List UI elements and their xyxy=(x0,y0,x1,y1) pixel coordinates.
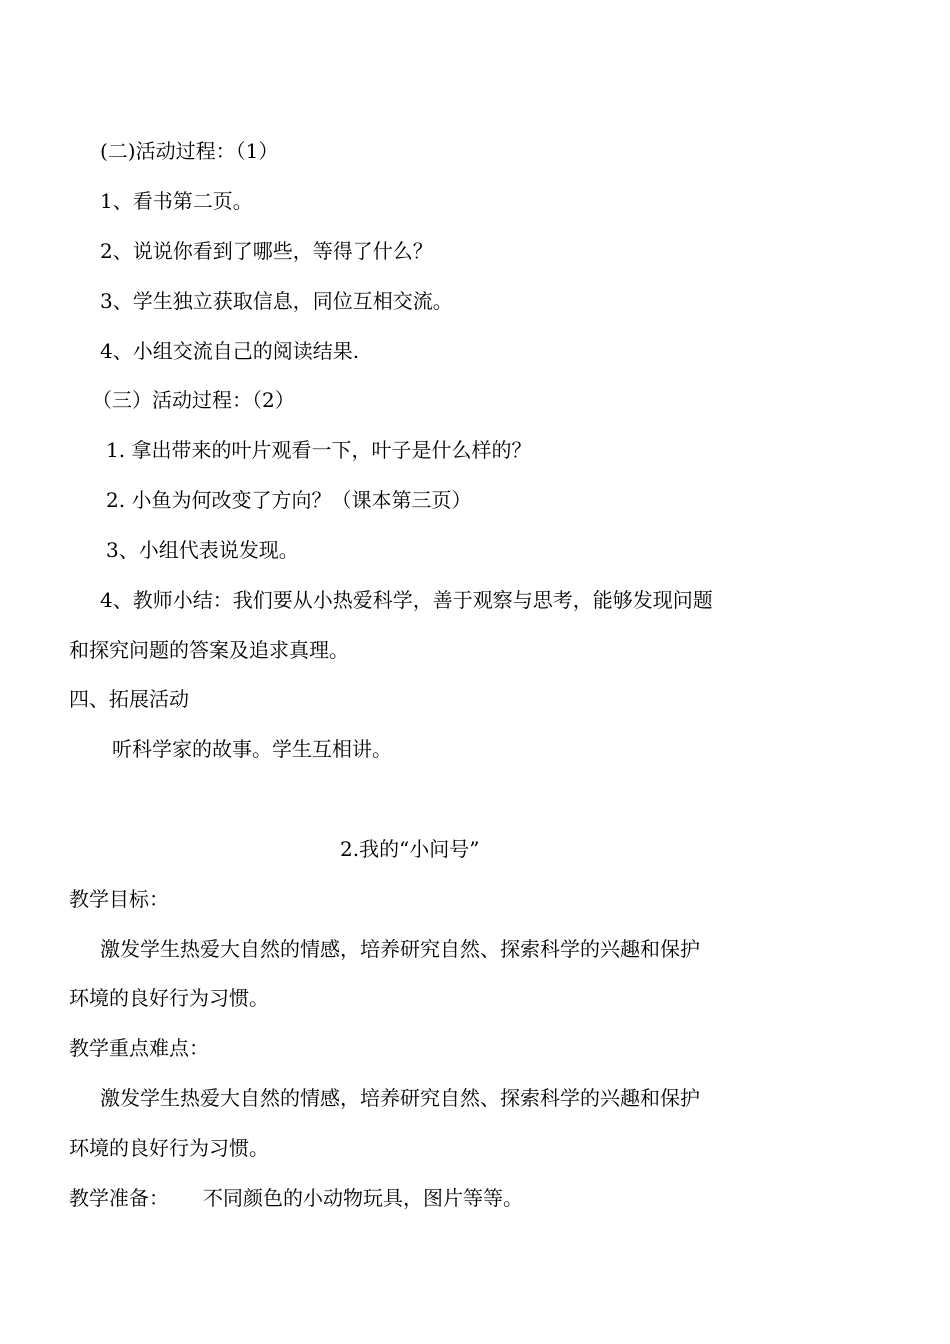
section-four-body: 听科学家的故事。学生互相讲。 xyxy=(112,737,392,761)
section-three-heading: （三）活动过程：（2） xyxy=(92,388,295,412)
section-two-heading: (二)活动过程：（1） xyxy=(100,139,279,163)
objectives-line-1: 激发学生热爱大自然的情感，培养研究自然、探索科学的兴趣和保护 xyxy=(100,937,700,961)
key-points-line-2: 环境的良好行为习惯。 xyxy=(69,1136,269,1160)
section-two-item-1: 1、看书第二页。 xyxy=(100,189,253,213)
section-three-item-2: 2. 小鱼为何改变了方向？（课本第三页） xyxy=(106,488,472,512)
section-two-item-2: 2、说说你看到了哪些，等得了什么？ xyxy=(100,239,433,263)
teacher-summary-line-2: 和探究问题的答案及追求真理。 xyxy=(69,638,349,662)
teacher-summary-line-1: 4、教师小结：我们要从小热爱科学，善于观察与思考，能够发现问题 xyxy=(100,588,713,612)
section-three-item-3: 3、小组代表说发现。 xyxy=(106,538,299,562)
section-four-heading: 四、拓展活动 xyxy=(69,687,189,711)
objectives-line-2: 环境的良好行为习惯。 xyxy=(69,986,269,1010)
key-points-line-1: 激发学生热爱大自然的情感，培养研究自然、探索科学的兴趣和保护 xyxy=(100,1086,700,1110)
lesson-two-title: 2.我的“小问号” xyxy=(340,837,480,861)
preparation-value: 不同颜色的小动物玩具，图片等等。 xyxy=(203,1186,523,1210)
key-points-label: 教学重点难点： xyxy=(69,1036,209,1060)
section-two-item-4: 4、小组交流自己的阅读结果. xyxy=(100,339,360,363)
section-three-item-1: 1. 拿出带来的叶片观看一下，叶子是什么样的？ xyxy=(106,438,532,462)
preparation-label: 教学准备： xyxy=(69,1186,169,1210)
section-two-item-3: 3、学生独立获取信息，同位互相交流。 xyxy=(100,289,453,313)
objectives-label: 教学目标： xyxy=(69,887,169,911)
